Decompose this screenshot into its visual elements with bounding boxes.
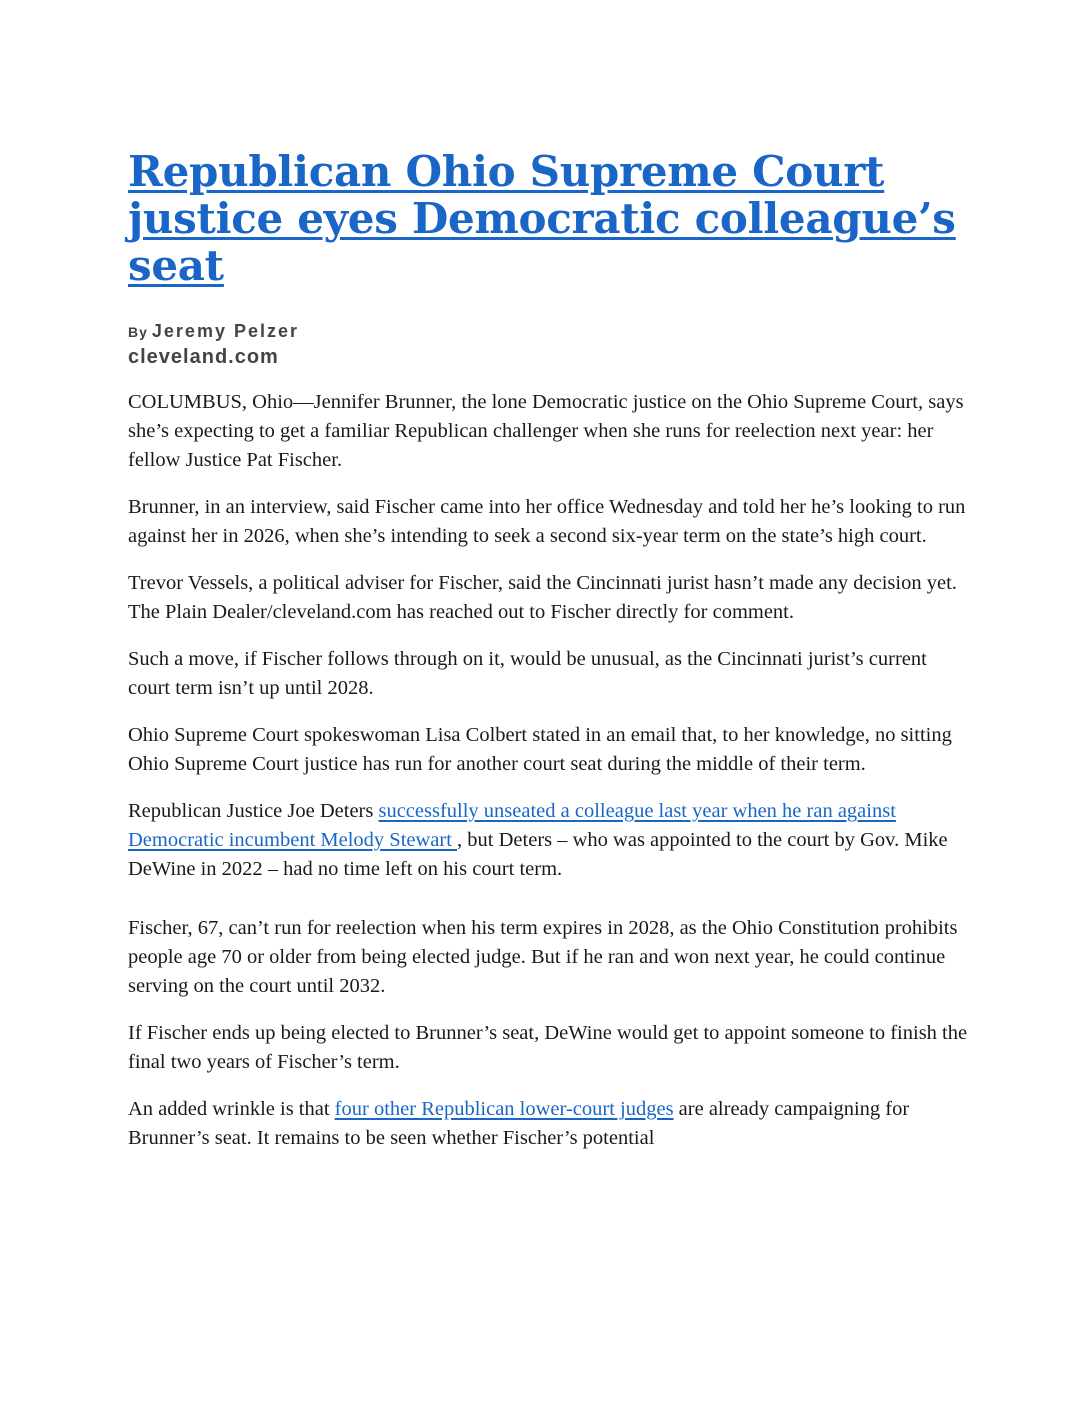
paragraph-7: Fischer, 67, can’t run for reelection when his term expires in 2028, as the Ohio Constitution prohibits people age 70 or older from being elected judge. But if he ran and won next year, he could continue serving on the court until 2032. <box>128 917 958 997</box>
byline <box>128 320 968 344</box>
paragraph-9 <box>128 1095 968 1153</box>
paragraph-8: If Fischer ends up being elected to Brunner’s seat, DeWine would get to appoint someone to finish the final two years of Fischer’s term. <box>128 1022 968 1073</box>
paragraph-4: Such a move, if Fischer follows through on it, would be unusual, as the Cincinnati jurist’s current court term isn’t up until 2028. <box>128 648 927 699</box>
byline-prefix: By <box>128 324 148 340</box>
paragraph-6 <box>128 797 968 884</box>
paragraph-1: COLUMBUS, Ohio—Jennifer Brunner, the lone Democratic justice on the Ohio Supreme Court, says she’s expecting to get a familiar Republican challenger when she runs for reelection next year: her fellow Justice Pat Fischer. <box>128 391 964 471</box>
paragraph-5: Ohio Supreme Court spokeswoman Lisa Colbert stated in an email that, to her knowledge, no sitting Ohio Supreme Court justice has run for another court seat during the middle of their term. <box>128 724 952 775</box>
article-body <box>128 388 968 1153</box>
article-headline <box>128 148 968 289</box>
paragraph-2: Brunner, in an interview, said Fischer came into her office Wednesday and told her he’s looking to run against her in 2026, when she’s intending to seek a second six-year term on the state’s high court. <box>128 496 966 547</box>
outlet-name: cleveland.com <box>128 346 279 368</box>
author-name: Jeremy Pelzer <box>151 321 299 341</box>
deters-unseated-stewart-link[interactable]: successfully unseated a colleague last year when he ran against Democratic incumbent Melody Stewart <box>128 800 896 851</box>
lower-court-judges-link[interactable]: four other Republican lower-court judges <box>334 1098 674 1120</box>
paragraph-3: Trevor Vessels, a political adviser for Fischer, said the Cincinnati jurist hasn’t made any decision yet. The Plain Dealer/cleveland.com has reached out to Fischer directly for comment. <box>128 572 957 623</box>
headline-link[interactable]: Republican Ohio Supreme Court justice eyes Democratic colleague’s seat <box>128 147 956 290</box>
paragraph-6-text-after: , but Deters – who was appointed to the court by Gov. Mike DeWine in 2022 – had no time left on his court term. <box>128 829 948 880</box>
paragraph-9-text-before: An added wrinkle is that <box>128 1098 335 1120</box>
paragraph-6-text-before: Republican Justice Joe Deters <box>128 800 379 822</box>
article <box>128 148 968 1171</box>
paragraph-9-text-after: are already campaigning for Brunner’s seat. It remains to be seen whether Fischer’s potential <box>128 1098 910 1149</box>
